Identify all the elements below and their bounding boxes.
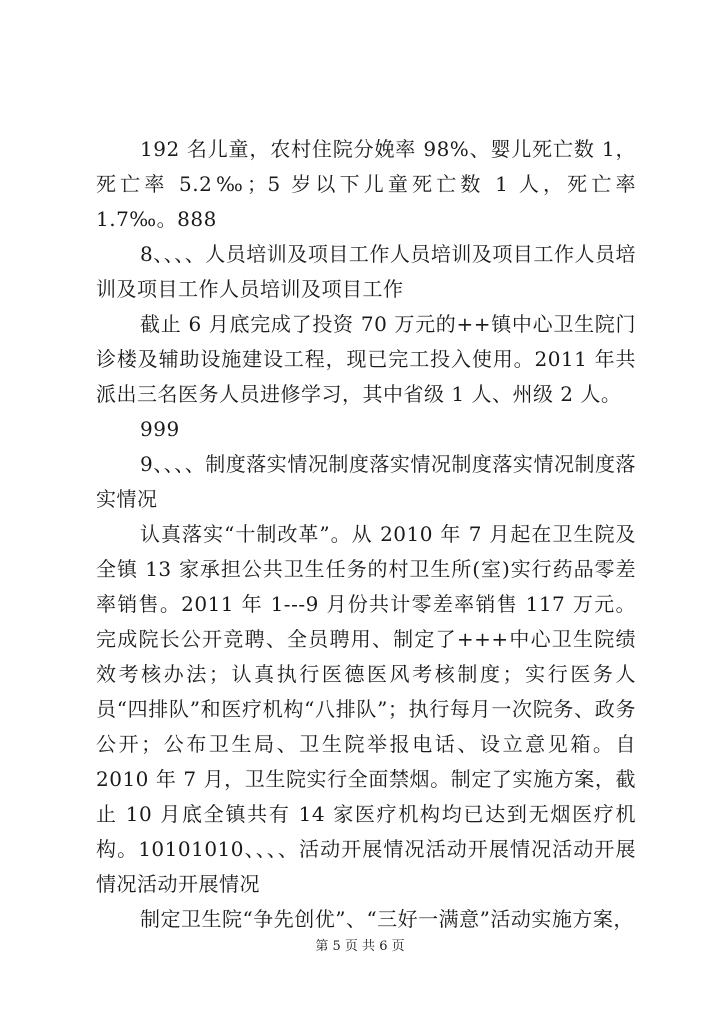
paragraph-3: 截止 6 月底完成了投资 70 万元的++镇中心卫生院门诊楼及辅助设施建设工程，现已完工投入使用。2011 年共派出三名医务人员进修学习，其中省级 1 人、州级 2 人。 — [96, 312, 636, 406]
paragraph-6: 认真落实“十制改革”。从 2010 年 7 月起在卫生院及全镇 13 家承担公共卫生任务的村卫生所(室)实行药品零差率销售。2011 年 1---9 月份共计零差率销售 117 万元。完成院长公开竞聘、全员聘用、制定了+++中心卫生院绩效考核办法；认真执行医德医风考核制度；实行医务人员“四排队”和医疗机构“八排队”；执行每月一次院务、政务公开；公布卫生局、卫生院举报电话、设立意见箱。自 2010 年 7 月，卫生院实行全面禁烟。制定了实施方案，截止 10 月底全镇共有 14 家医疗机构均已达到无烟医疗机构。10101010、、、、活动开展情况活动开展情况活动开展情况活动开展情况 — [96, 522, 636, 896]
paragraph-1: 192 名儿童，农村住院分娩率 98%、婴儿死亡数 1，死亡率 5.2‰；5 岁以下儿童死亡数 1 人，死亡率 1.7‰。888 — [96, 137, 636, 231]
paragraph-5: 9、、、、制度落实情况制度落实情况制度落实情况制度落实情况 — [96, 452, 636, 511]
page-footer: 第 5 页 共 6 页 — [315, 939, 405, 954]
document-body — [96, 132, 636, 937]
paragraph-7: 制定卫生院“争先创优”、“三好一满意”活动实施方案， — [140, 907, 634, 931]
paragraph-2: 8、、、、人员培训及项目工作人员培训及项目工作人员培训及项目工作人员培训及项目工作 — [96, 242, 636, 301]
paragraph-4: 999 — [140, 417, 180, 441]
